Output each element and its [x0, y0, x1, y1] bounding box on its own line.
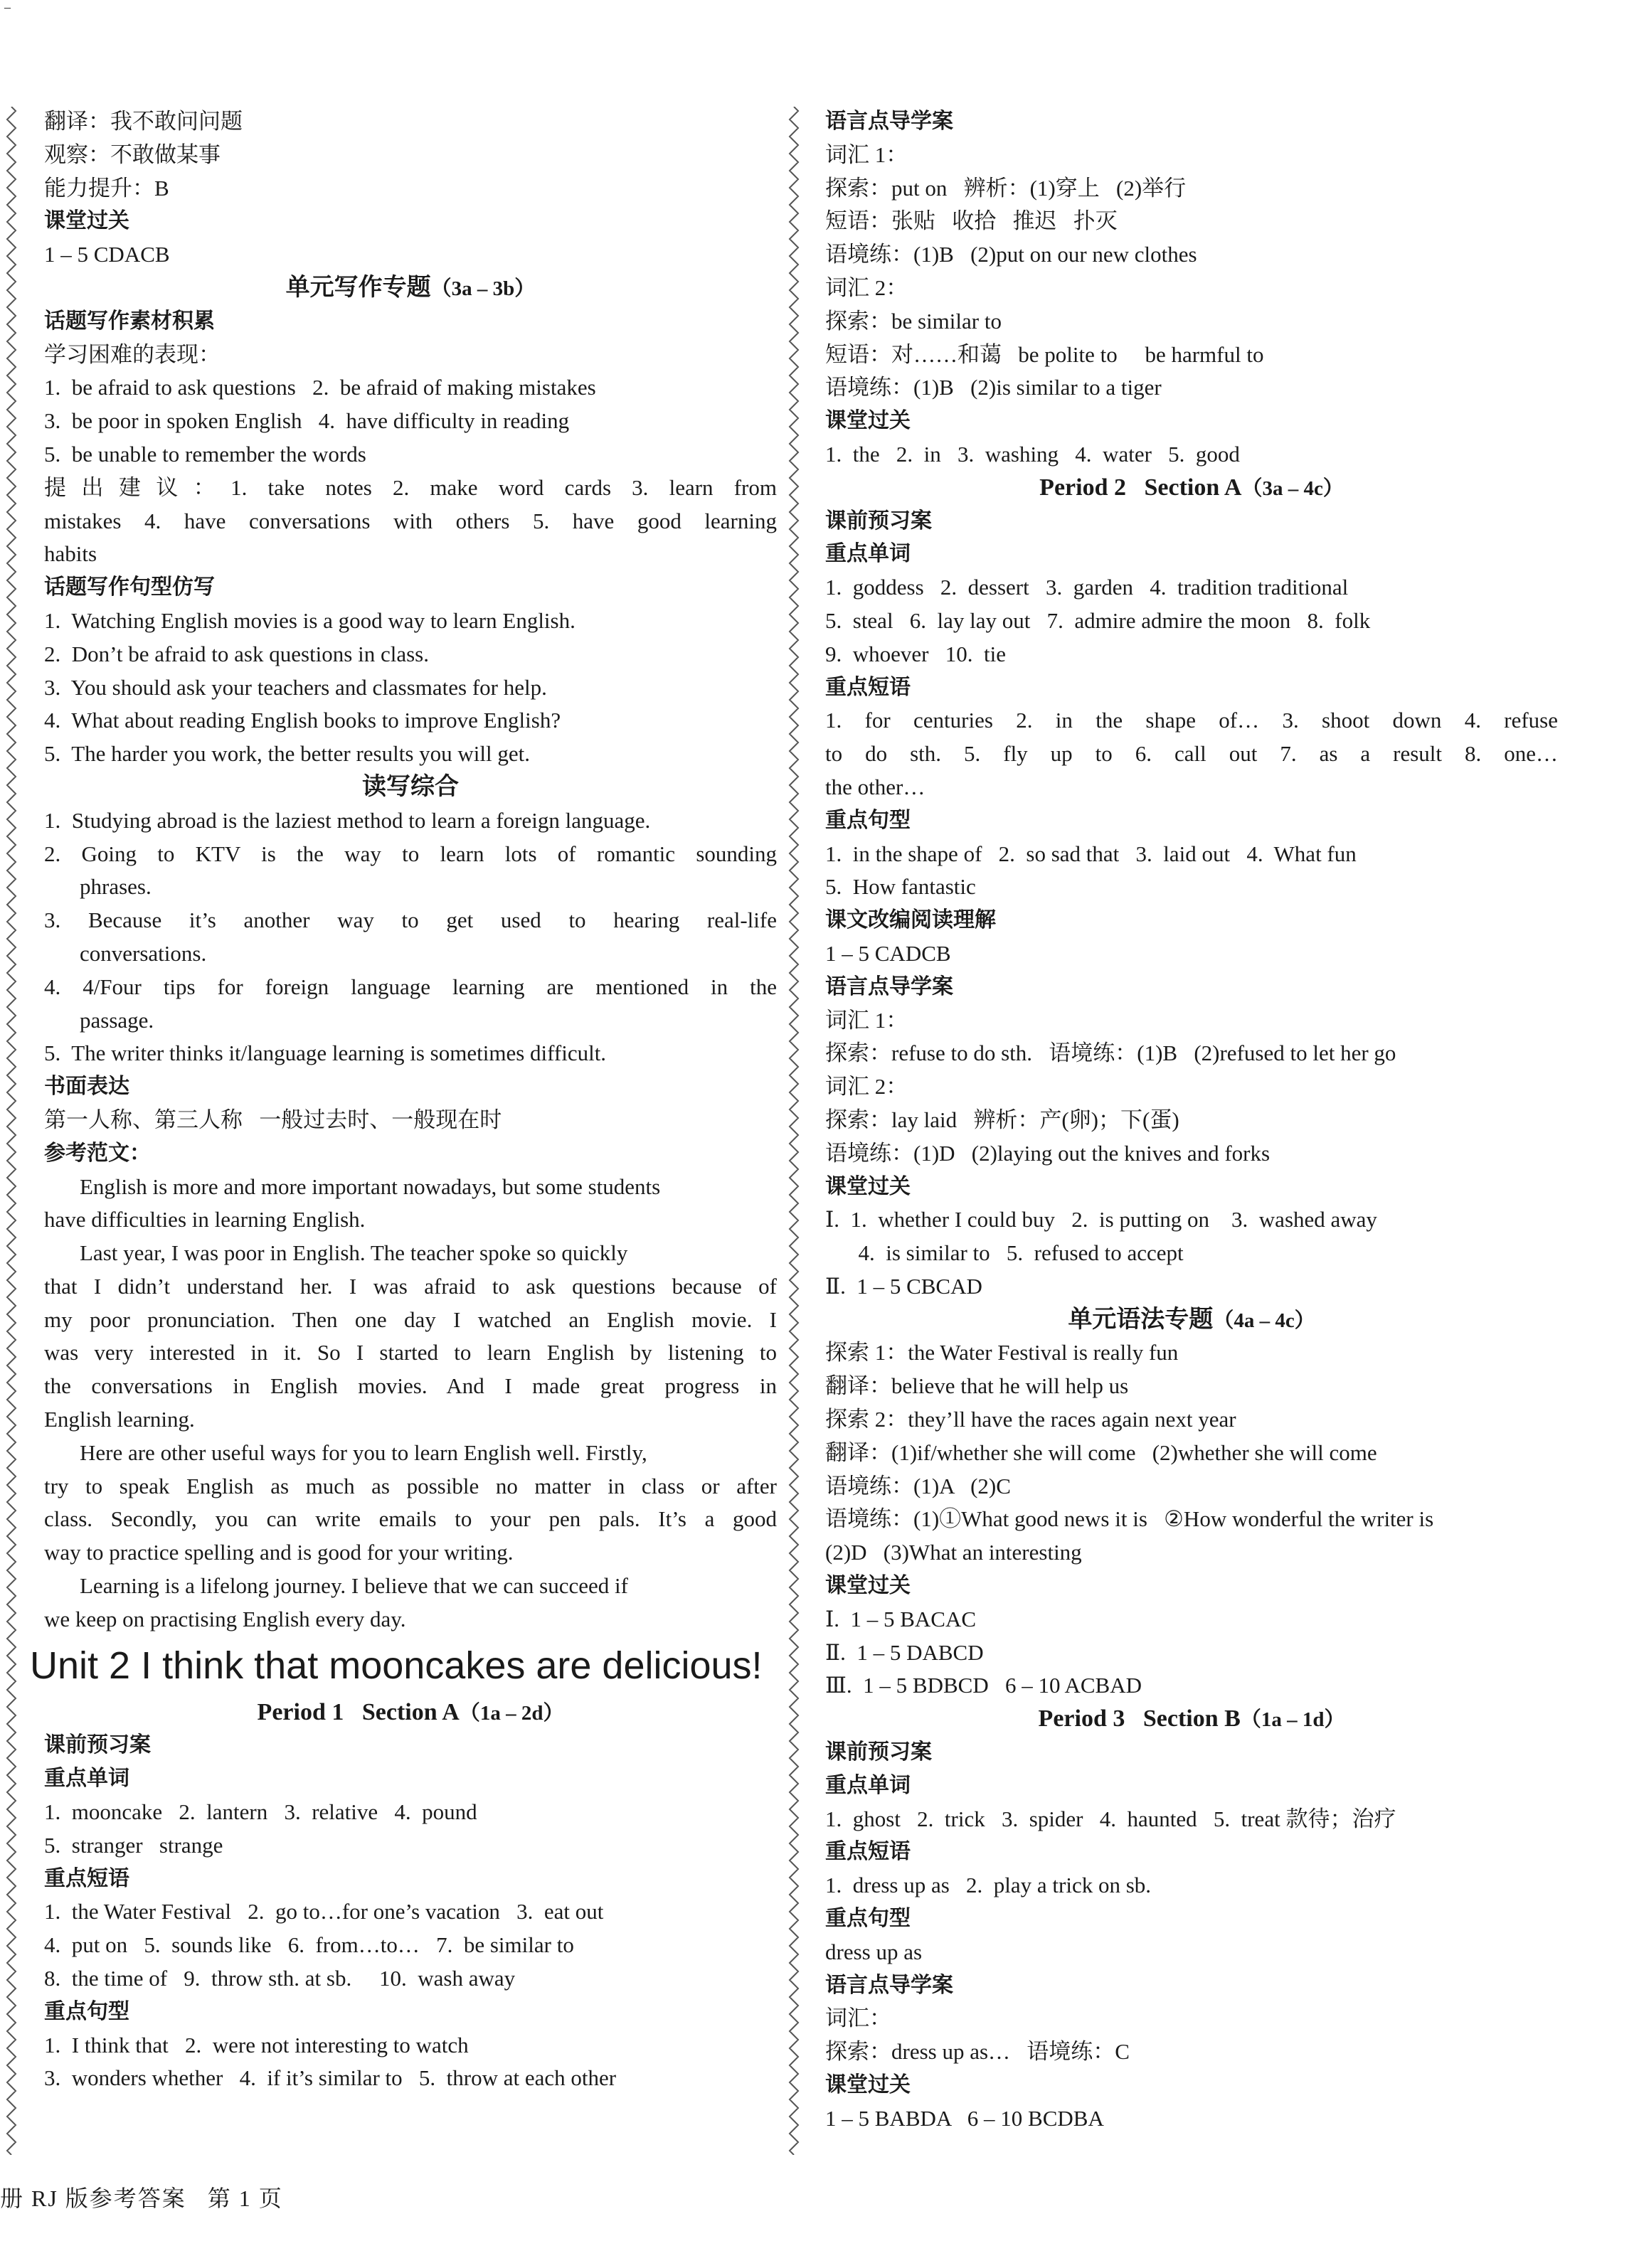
text-line: 语境练：(1)①What good news it is ②How wonderful the writer is [825, 1506, 1434, 1532]
text-line: 3. wonders whether 4. if it’s similar to 5. throw at each other [44, 2065, 617, 2091]
section-label: 参考范文： [44, 1140, 151, 1166]
text-line: 语境练：(1)B (2)put on our new clothes [825, 242, 1197, 267]
text-line: 提出建议：1. take notes 2. make word cards 3. learn from [44, 474, 777, 500]
section-heading [44, 272, 777, 305]
text-line: habits [44, 541, 97, 567]
text-line: was very interested in it. So I started to learn English by listening to [44, 1340, 777, 1365]
section-heading-title: 单元写作专题 [285, 274, 431, 301]
section-label: 语言点导学案 [825, 109, 953, 134]
text-line: Ⅱ. 1 – 5 DABCD [825, 1639, 984, 1665]
section-label: 语言点导学案 [825, 974, 953, 999]
text-line: English is more and more important nowadays, but some students [80, 1173, 661, 1199]
text-line: 1. mooncake 2. lantern 3. relative 4. pound [44, 1799, 477, 1825]
section-heading-range: （3a – 3b） [430, 277, 536, 300]
text-line: 探索 1：the Water Festival is really fun [825, 1340, 1179, 1365]
section-heading-range: （1a – 2d） [459, 1701, 564, 1725]
text-line: 1. I think that 2. were not interesting to watch [44, 2032, 469, 2057]
text-line: Ⅱ. 1 – 5 CBCAD [825, 1273, 982, 1299]
section-label: 课文改编阅读理解 [825, 907, 996, 933]
section-label: 话题写作素材积累 [44, 308, 215, 334]
text-line: 5. stranger strange [44, 1832, 223, 1858]
section-label: 重点单词 [44, 1766, 129, 1791]
text-line: 探索：be similar to [825, 308, 1002, 334]
section-label: 重点短语 [825, 1839, 911, 1865]
unit-title: Unit 2 I think that mooncakes are delicious! [30, 1644, 763, 1687]
text-line: phrases. [80, 874, 152, 900]
section-label: 重点单词 [825, 541, 911, 567]
text-line: 1 – 5 CDACB [44, 242, 170, 267]
text-line: the other… [825, 774, 925, 799]
text-line: 8. the time of 9. throw sth. at sb. 10. wash away [44, 1966, 516, 1991]
text-line: 探索：refuse to do sth. 语境练：(1)B (2)refused to let her go [825, 1040, 1396, 1066]
text-line: 1. Watching English movies is a good way to learn English. [44, 607, 575, 633]
text-line: 词汇 2： [825, 1074, 908, 1100]
text-line: 5. steal 6. lay lay out 7. admire admire the moon 8. folk [825, 607, 1371, 633]
text-line: Ⅰ. 1 – 5 BACAC [825, 1606, 977, 1631]
text-line: 短语：张贴 收拾 推迟 扑灭 [825, 208, 1118, 234]
text-line: 1. the 2. in 3. washing 4. water 5. good [825, 441, 1240, 467]
section-heading [825, 1703, 1558, 1736]
section-heading-title: 读写综合 [362, 773, 459, 800]
text-line: 3. You should ask your teachers and classmates for help. [44, 674, 547, 700]
text-line: 1. be afraid to ask questions 2. be afraid of making mistakes [44, 375, 596, 400]
text-line: 能力提升：B [44, 175, 169, 201]
page-footer: 册 RJ 版参考答案 第 1 页 [0, 2186, 283, 2211]
section-label: 重点句型 [825, 807, 911, 833]
text-line: 探索：dress up as… 语境练：C [825, 2039, 1130, 2065]
text-line: we keep on practising English every day. [44, 1606, 406, 1631]
right-column [825, 105, 1558, 2136]
text-line: 翻译：我不敢问问题 [44, 109, 243, 134]
text-line: 3. Because it’s another way to get used to hearing real-life [44, 907, 777, 933]
text-line: 1 – 5 CADCB [825, 940, 951, 966]
section-heading-range: （4a – 4c） [1213, 1309, 1315, 1332]
text-line: 语境练：(1)D (2)laying out the knives and forks [825, 1140, 1271, 1166]
text-line: have difficulties in learning English. [44, 1207, 366, 1233]
section-label: 课堂过关 [825, 1573, 911, 1599]
text-line: 9. whoever 10. tie [825, 641, 1006, 666]
section-heading [44, 771, 777, 804]
text-line: 第一人称、第三人称 一般过去时、一般现在时 [44, 1107, 502, 1132]
text-line: 词汇： [825, 2006, 891, 2031]
text-line: 5. be unable to remember the words [44, 441, 366, 467]
text-line: Learning is a lifelong journey. I believe that we can succeed if [80, 1573, 628, 1599]
section-heading-title: Period 1 Section A [257, 1698, 460, 1725]
text-line: 语境练：(1)A (2)C [825, 1473, 1011, 1498]
section-label: 话题写作句型仿写 [44, 575, 215, 600]
text-line: that I didn’t understand her. I was afraid to ask questions because of [44, 1273, 777, 1299]
text-line: 1. Studying abroad is the laziest method to learn a foreign language. [44, 807, 651, 833]
section-heading [825, 1304, 1558, 1337]
section-label: 语言点导学案 [825, 1972, 953, 1998]
text-line: 观察：不敢做某事 [44, 142, 221, 167]
text-line: passage. [80, 1007, 154, 1033]
section-label: 课前预习案 [825, 1740, 932, 1765]
text-line: 4. What about reading English books to improve English? [44, 708, 561, 733]
text-line: 探索：lay laid 辨析：产(卵)；下(蛋) [825, 1107, 1179, 1132]
left-margin-zigzag [4, 107, 18, 2155]
text-line: way to practice spelling and is good for your writing. [44, 1540, 514, 1565]
section-heading-range: （3a – 4c） [1241, 477, 1344, 500]
text-line: 词汇 2： [825, 275, 908, 300]
text-line: 5. How fantastic [825, 874, 976, 900]
text-line: 探索：put on 辨析：(1)穿上 (2)举行 [825, 175, 1187, 201]
section-label: 重点句型 [44, 1998, 129, 2024]
text-line: 1. the Water Festival 2. go to…for one’s vacation 3. eat out [44, 1899, 604, 1924]
text-line: 词汇 1： [825, 142, 908, 167]
text-line: 1. goddess 2. dessert 3. garden 4. tradition traditional [825, 575, 1349, 600]
text-line: Last year, I was poor in English. The teacher spoke so quickly [80, 1240, 628, 1266]
text-line: try to speak English as much as possible no matter in class or after [44, 1473, 777, 1498]
text-line: dress up as [825, 1939, 923, 1964]
section-heading [44, 1696, 777, 1730]
section-label: 课堂过关 [825, 2072, 911, 2098]
section-heading-title: Period 3 Section B [1038, 1705, 1241, 1732]
text-line: Here are other useful ways for you to learn English well. Firstly, [80, 1439, 647, 1465]
section-label: 课前预习案 [825, 508, 932, 533]
text-line: 学习困难的表现： [44, 341, 221, 367]
text-line: 1. ghost 2. trick 3. spider 4. haunted 5. treat 款待；治疗 [825, 1806, 1396, 1831]
text-line: 4. 4/Four tips for foreign language learning are mentioned in the [44, 974, 777, 999]
text-line: class. Secondly, you can write emails to your pen pals. It’s a good [44, 1506, 777, 1532]
section-heading-title: Period 2 Section A [1039, 474, 1242, 501]
text-line: to do sth. 5. fly up to 6. call out 7. as a result 8. one… [825, 741, 1558, 767]
text-line: 4. is similar to 5. refused to accept [825, 1240, 1184, 1266]
section-label: 重点单词 [825, 1772, 911, 1798]
text-line: 5. The writer thinks it/language learning is sometimes difficult. [44, 1040, 607, 1066]
section-label: 课堂过关 [44, 208, 129, 234]
text-line: 3. be poor in spoken English 4. have difficulty in reading [44, 408, 570, 434]
section-label: 重点短语 [44, 1865, 129, 1891]
text-line: 4. put on 5. sounds like 6. from…to… 7. be similar to [44, 1932, 574, 1958]
text-line: 1 – 5 BABDA 6 – 10 BCDBA [825, 2105, 1104, 2131]
section-label: 书面表达 [44, 1074, 129, 1100]
text-line: 2. Going to KTV is the way to learn lots of romantic sounding [44, 841, 777, 866]
section-label: 课堂过关 [825, 1173, 911, 1199]
text-line: English learning. [44, 1407, 195, 1432]
text-line: Ⅲ. 1 – 5 BDBCD 6 – 10 ACBAD [825, 1673, 1142, 1698]
text-line: mistakes 4. have conversations with others 5. have good learning [44, 508, 777, 533]
text-line: 翻译：believe that he will help us [825, 1373, 1129, 1399]
text-line: 短语：对……和蔼 be polite to be harmful to [825, 341, 1264, 367]
text-line: (2)D (3)What an interesting [825, 1540, 1082, 1565]
text-line: 词汇 1： [825, 1007, 908, 1033]
text-line: the conversations in English movies. And I made great progress in [44, 1373, 777, 1399]
text-line: Ⅰ. 1. whether I could buy 2. is putting on 3. washed away [825, 1207, 1377, 1233]
section-label: 课堂过关 [825, 408, 911, 434]
text-line: conversations. [80, 940, 207, 966]
column-divider-zigzag [787, 107, 801, 2155]
section-heading [825, 472, 1558, 505]
text-line: 1. in the shape of 2. so sad that 3. laid out 4. What fun [825, 841, 1357, 866]
text-line: 2. Don’t be afraid to ask questions in class. [44, 641, 429, 666]
section-label: 课前预习案 [44, 1732, 151, 1758]
text-line: my poor pronunciation. Then one day I watched an English movie. I [44, 1306, 777, 1332]
text-line: 5. The harder you work, the better results you will get. [44, 741, 530, 767]
text-line: 语境练：(1)B (2)is similar to a tiger [825, 375, 1162, 400]
section-heading-title: 单元语法专题 [1068, 1306, 1214, 1333]
section-heading-range: （1a – 1d） [1240, 1708, 1345, 1732]
text-line: 1. for centuries 2. in the shape of… 3. shoot down 4. refuse [825, 708, 1558, 733]
left-column [30, 105, 777, 2095]
corner-mark: – [4, 0, 11, 14]
text-line: 探索 2：they’ll have the races again next year [825, 1407, 1236, 1432]
text-line: 1. dress up as 2. play a trick on sb. [825, 1873, 1152, 1898]
section-label: 重点短语 [825, 674, 911, 700]
section-label: 重点句型 [825, 1906, 911, 1932]
text-line: 翻译：(1)if/whether she will come (2)whether she will come [825, 1439, 1377, 1465]
